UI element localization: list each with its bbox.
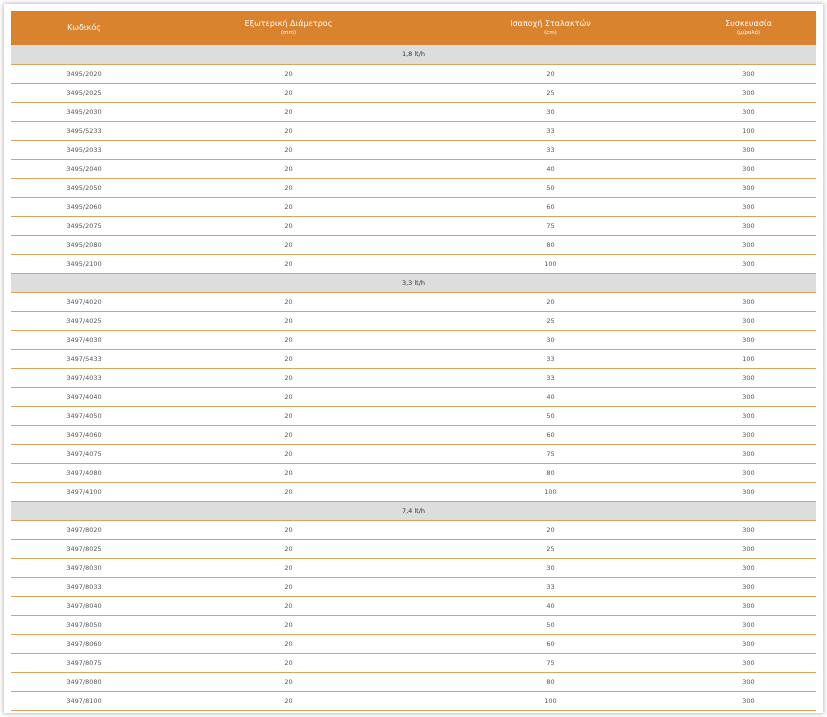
cell-dripper-spacing: 30 <box>420 558 681 577</box>
table-row <box>11 330 816 349</box>
table-row <box>11 387 816 406</box>
column-unit: (mm) <box>280 30 296 36</box>
cell-outer-diameter: 20 <box>157 463 420 482</box>
cell-outer-diameter: 20 <box>157 197 420 216</box>
cell-packaging: 300 <box>681 577 816 596</box>
column-unit: (μ/ρολό) <box>736 30 761 36</box>
cell-outer-diameter: 20 <box>157 102 420 121</box>
table-row <box>11 520 816 539</box>
cell-code: 3497/4100 <box>11 482 157 501</box>
cell-packaging: 300 <box>681 482 816 501</box>
column-label: Ισαποχή Σταλακτών <box>510 19 591 28</box>
cell-dripper-spacing: 20 <box>420 64 681 83</box>
cell-outer-diameter: 20 <box>157 691 420 710</box>
table-container <box>4 4 823 713</box>
cell-dripper-spacing: 20 <box>420 520 681 539</box>
cell-code: 3495/2100 <box>11 254 157 273</box>
table-row <box>11 311 816 330</box>
group-title: 3,3 lt/h <box>11 273 816 292</box>
cell-outer-diameter: 20 <box>157 235 420 254</box>
cell-outer-diameter: 20 <box>157 349 420 368</box>
cell-dripper-spacing: 50 <box>420 615 681 634</box>
cell-outer-diameter: 20 <box>157 520 420 539</box>
cell-dripper-spacing: 25 <box>420 83 681 102</box>
group-title: 7,4 lt/h <box>11 501 816 520</box>
cell-outer-diameter: 20 <box>157 558 420 577</box>
table-row <box>11 672 816 691</box>
cell-code: 3497/4050 <box>11 406 157 425</box>
cell-code: 3497/8025 <box>11 539 157 558</box>
cell-outer-diameter: 20 <box>157 406 420 425</box>
cell-code: 3495/2050 <box>11 178 157 197</box>
cell-packaging: 300 <box>681 444 816 463</box>
cell-dripper-spacing: 60 <box>420 197 681 216</box>
cell-packaging: 300 <box>681 159 816 178</box>
table-row <box>11 482 816 501</box>
cell-dripper-spacing: 50 <box>420 178 681 197</box>
table-row <box>11 653 816 672</box>
cell-outer-diameter: 20 <box>157 615 420 634</box>
cell-code: 3497/4025 <box>11 311 157 330</box>
cell-code: 3497/5433 <box>11 349 157 368</box>
cell-code: 3497/4040 <box>11 387 157 406</box>
column-label: Εξωτερική Διάμετρος <box>244 19 333 28</box>
cell-outer-diameter: 20 <box>157 292 420 311</box>
cell-packaging: 300 <box>681 520 816 539</box>
cell-dripper-spacing: 100 <box>420 482 681 501</box>
cell-code: 3497/4030 <box>11 330 157 349</box>
cell-dripper-spacing: 33 <box>420 140 681 159</box>
cell-code: 3497/4033 <box>11 368 157 387</box>
cell-packaging: 300 <box>681 83 816 102</box>
cell-dripper-spacing: 33 <box>420 577 681 596</box>
column-label: Συσκευασία <box>725 19 772 28</box>
cell-packaging: 300 <box>681 691 816 710</box>
cell-outer-diameter: 20 <box>157 596 420 615</box>
cell-code: 3497/8075 <box>11 653 157 672</box>
cell-code: 3497/4080 <box>11 463 157 482</box>
cell-dripper-spacing: 33 <box>420 368 681 387</box>
cell-dripper-spacing: 100 <box>420 691 681 710</box>
table-row <box>11 292 816 311</box>
cell-dripper-spacing: 100 <box>420 254 681 273</box>
product-table <box>11 11 816 711</box>
cell-dripper-spacing: 25 <box>420 539 681 558</box>
cell-dripper-spacing: 60 <box>420 425 681 444</box>
cell-dripper-spacing: 75 <box>420 444 681 463</box>
cell-outer-diameter: 20 <box>157 425 420 444</box>
cell-packaging: 300 <box>681 235 816 254</box>
cell-packaging: 300 <box>681 634 816 653</box>
cell-code: 3497/4060 <box>11 425 157 444</box>
cell-dripper-spacing: 25 <box>420 311 681 330</box>
group-header-row <box>11 273 816 292</box>
table-row <box>11 178 816 197</box>
cell-code: 3497/8050 <box>11 615 157 634</box>
cell-packaging: 300 <box>681 406 816 425</box>
group-title: 1,8 lt/h <box>11 45 816 64</box>
cell-dripper-spacing: 75 <box>420 216 681 235</box>
table-row <box>11 615 816 634</box>
cell-code: 3497/8030 <box>11 558 157 577</box>
table-row <box>11 349 816 368</box>
cell-packaging: 300 <box>681 425 816 444</box>
column-label: Κωδικός <box>67 23 101 32</box>
header-row <box>11 11 816 45</box>
cell-dripper-spacing: 80 <box>420 672 681 691</box>
cell-packaging: 300 <box>681 102 816 121</box>
cell-outer-diameter: 20 <box>157 311 420 330</box>
table-row <box>11 368 816 387</box>
cell-dripper-spacing: 40 <box>420 596 681 615</box>
table-row <box>11 83 816 102</box>
cell-outer-diameter: 20 <box>157 672 420 691</box>
cell-code: 3495/5233 <box>11 121 157 140</box>
cell-dripper-spacing: 60 <box>420 634 681 653</box>
cell-dripper-spacing: 30 <box>420 102 681 121</box>
cell-outer-diameter: 20 <box>157 254 420 273</box>
cell-packaging: 100 <box>681 349 816 368</box>
cell-outer-diameter: 20 <box>157 368 420 387</box>
cell-outer-diameter: 20 <box>157 216 420 235</box>
table-row <box>11 577 816 596</box>
cell-dripper-spacing: 30 <box>420 330 681 349</box>
table-row <box>11 102 816 121</box>
cell-packaging: 300 <box>681 197 816 216</box>
cell-code: 3495/2080 <box>11 235 157 254</box>
cell-dripper-spacing: 33 <box>420 349 681 368</box>
cell-outer-diameter: 20 <box>157 330 420 349</box>
cell-packaging: 300 <box>681 463 816 482</box>
cell-outer-diameter: 20 <box>157 83 420 102</box>
cell-packaging: 300 <box>681 292 816 311</box>
cell-outer-diameter: 20 <box>157 482 420 501</box>
table-row <box>11 634 816 653</box>
group-header-row <box>11 501 816 520</box>
cell-packaging: 300 <box>681 672 816 691</box>
table-row <box>11 463 816 482</box>
cell-code: 3497/8040 <box>11 596 157 615</box>
column-header-packaging <box>681 11 816 45</box>
table-row <box>11 64 816 83</box>
cell-dripper-spacing: 33 <box>420 121 681 140</box>
cell-packaging: 300 <box>681 311 816 330</box>
table-row <box>11 406 816 425</box>
cell-code: 3495/2030 <box>11 102 157 121</box>
cell-packaging: 300 <box>681 178 816 197</box>
cell-dripper-spacing: 40 <box>420 387 681 406</box>
cell-outer-diameter: 20 <box>157 64 420 83</box>
column-unit: (cm) <box>544 30 557 36</box>
table-row <box>11 558 816 577</box>
cell-dripper-spacing: 80 <box>420 235 681 254</box>
cell-outer-diameter: 20 <box>157 387 420 406</box>
column-header-outer-diameter <box>157 11 420 45</box>
cell-packaging: 300 <box>681 539 816 558</box>
cell-code: 3497/4075 <box>11 444 157 463</box>
column-header-code <box>11 11 157 45</box>
cell-code: 3497/8033 <box>11 577 157 596</box>
cell-outer-diameter: 20 <box>157 539 420 558</box>
cell-packaging: 300 <box>681 387 816 406</box>
cell-code: 3495/2060 <box>11 197 157 216</box>
table-row <box>11 539 816 558</box>
cell-packaging: 300 <box>681 653 816 672</box>
cell-dripper-spacing: 50 <box>420 406 681 425</box>
cell-packaging: 300 <box>681 140 816 159</box>
cell-packaging: 100 <box>681 121 816 140</box>
cell-dripper-spacing: 20 <box>420 292 681 311</box>
cell-dripper-spacing: 80 <box>420 463 681 482</box>
cell-code: 3495/2040 <box>11 159 157 178</box>
table-row <box>11 254 816 273</box>
table-row <box>11 140 816 159</box>
table-body <box>11 45 816 710</box>
cell-outer-diameter: 20 <box>157 159 420 178</box>
table-row <box>11 596 816 615</box>
cell-outer-diameter: 20 <box>157 634 420 653</box>
group-header-row <box>11 45 816 64</box>
table-row <box>11 121 816 140</box>
table-header <box>11 11 816 45</box>
cell-packaging: 300 <box>681 64 816 83</box>
cell-outer-diameter: 20 <box>157 577 420 596</box>
table-row <box>11 235 816 254</box>
cell-outer-diameter: 20 <box>157 121 420 140</box>
cell-code: 3497/8080 <box>11 672 157 691</box>
cell-code: 3497/8060 <box>11 634 157 653</box>
cell-packaging: 300 <box>681 558 816 577</box>
cell-packaging: 300 <box>681 330 816 349</box>
cell-packaging: 300 <box>681 254 816 273</box>
cell-code: 3497/8020 <box>11 520 157 539</box>
cell-code: 3495/2033 <box>11 140 157 159</box>
cell-code: 3495/2075 <box>11 216 157 235</box>
cell-outer-diameter: 20 <box>157 444 420 463</box>
cell-outer-diameter: 20 <box>157 653 420 672</box>
cell-outer-diameter: 20 <box>157 140 420 159</box>
cell-packaging: 300 <box>681 216 816 235</box>
cell-code: 3497/4020 <box>11 292 157 311</box>
cell-outer-diameter: 20 <box>157 178 420 197</box>
cell-code: 3495/2020 <box>11 64 157 83</box>
cell-packaging: 300 <box>681 615 816 634</box>
cell-dripper-spacing: 75 <box>420 653 681 672</box>
cell-packaging: 300 <box>681 596 816 615</box>
table-row <box>11 444 816 463</box>
table-row <box>11 216 816 235</box>
cell-packaging: 300 <box>681 368 816 387</box>
table-row <box>11 425 816 444</box>
column-header-dripper-spacing <box>420 11 681 45</box>
table-row <box>11 159 816 178</box>
cell-code: 3495/2025 <box>11 83 157 102</box>
table-row <box>11 691 816 710</box>
cell-dripper-spacing: 40 <box>420 159 681 178</box>
cell-code: 3497/8100 <box>11 691 157 710</box>
table-row <box>11 197 816 216</box>
